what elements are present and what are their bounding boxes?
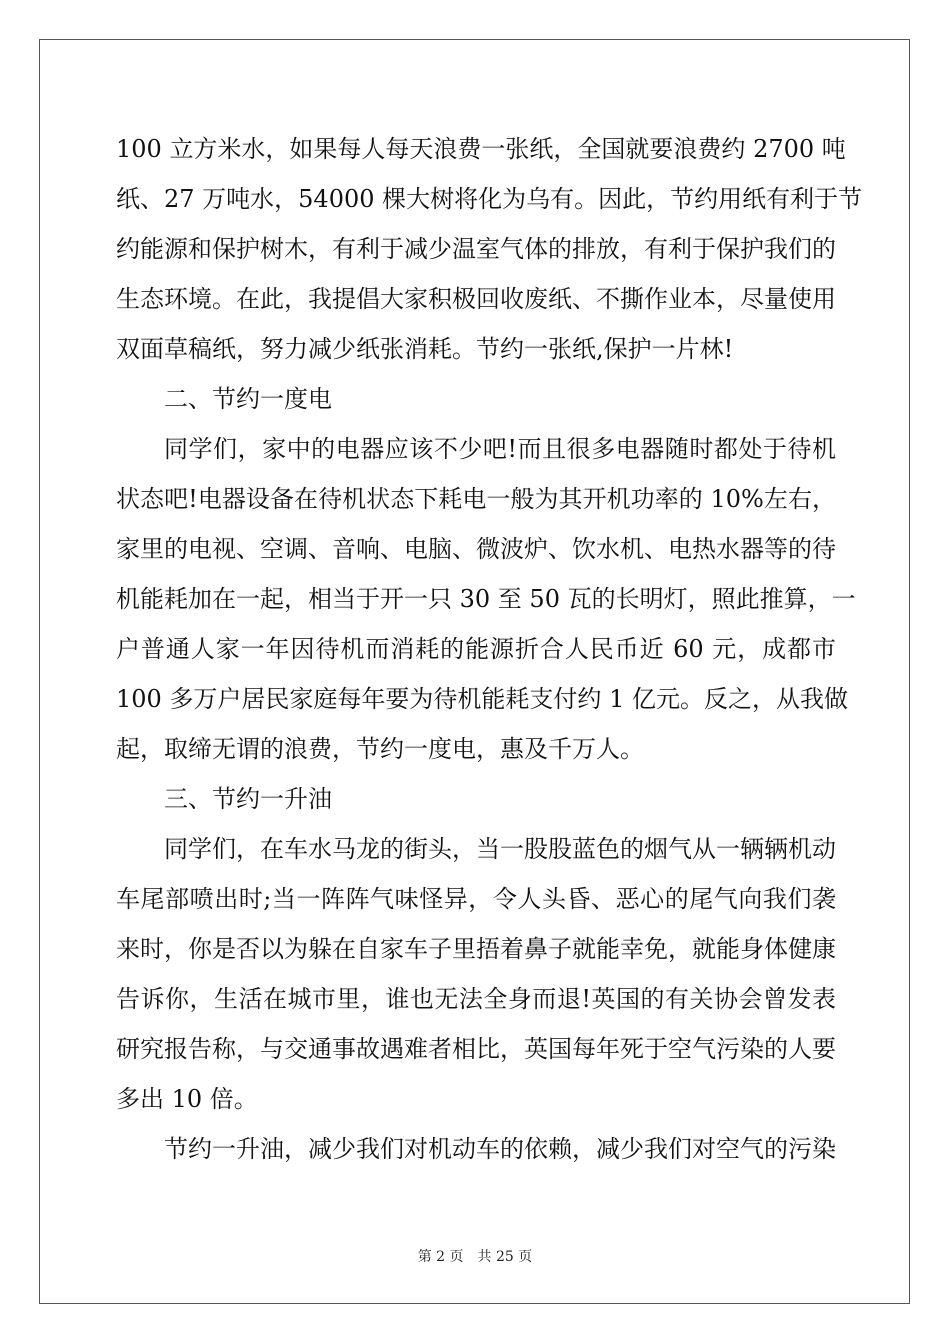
paragraph-line: 100 立方米水，如果每人每天浪费一张纸，全国就要浪费约 2700 吨 bbox=[116, 135, 846, 163]
page-footer bbox=[0, 1248, 950, 1266]
paragraph-line: 车尾部喷出时;当一阵阵气味怪异，令人头昏、恶心的尾气向我们袭 bbox=[116, 885, 836, 913]
page-total: 共 25 页 bbox=[477, 1249, 533, 1265]
section-heading: 二、节约一度电 bbox=[164, 385, 332, 413]
section-heading: 三、节约一升油 bbox=[164, 785, 332, 813]
paragraph-line: 来时，你是否以为躲在自家车子里捂着鼻子就能幸免，就能身体健康 bbox=[116, 935, 836, 963]
paragraph-line: 同学们，家中的电器应该不少吧!而且很多电器随时都处于待机 bbox=[164, 435, 836, 463]
paragraph-line: 同学们，在车水马龙的街头，当一股股蓝色的烟气从一辆辆机动 bbox=[164, 835, 836, 863]
paragraph-line: 研究报告称，与交通事故遇难者相比，英国每年死于空气污染的人要 bbox=[116, 1035, 836, 1063]
paragraph-line: 100 多万户居民家庭每年要为待机能耗支付约 1 亿元。反之，从我做 bbox=[116, 685, 848, 713]
page-number: 第 2 页 bbox=[417, 1249, 464, 1265]
paragraph-line: 纸、27 万吨水，54000 棵大树将化为乌有。因此，节约用纸有利于节 bbox=[116, 185, 863, 213]
paragraph-line: 家里的电视、空调、音响、电脑、微波炉、饮水机、电热水器等的待 bbox=[116, 535, 836, 563]
page-border bbox=[39, 39, 910, 1304]
paragraph-line: 状态吧!电器设备在待机状态下耗电一般为其开机功率的 10%左右， bbox=[116, 485, 836, 513]
paragraph-line: 双面草稿纸，努力减少纸张消耗。节约一张纸,保护一片林! bbox=[116, 335, 734, 363]
paragraph-line: 机能耗加在一起，相当于开一只 30 至 50 瓦的长明灯，照此推算，一 bbox=[116, 585, 856, 613]
paragraph-line: 户普通人家一年因待机而消耗的能源折合人民币近 60 元，成都市 bbox=[116, 635, 836, 663]
paragraph-line: 约能源和保护树木，有利于减少温室气体的排放，有利于保护我们的 bbox=[116, 235, 836, 263]
paragraph-line: 多出 10 倍。 bbox=[116, 1085, 258, 1113]
paragraph-line: 起，取缔无谓的浪费，节约一度电，惠及千万人。 bbox=[116, 735, 644, 763]
paragraph-line: 节约一升油，减少我们对机动车的依赖，减少我们对空气的污染 bbox=[164, 1135, 836, 1163]
paragraph-line: 生态环境。在此，我提倡大家积极回收废纸、不撕作业本，尽量使用 bbox=[116, 285, 836, 313]
paragraph-line: 告诉你，生活在城市里，谁也无法全身而退!英国的有关协会曾发表 bbox=[116, 985, 836, 1013]
